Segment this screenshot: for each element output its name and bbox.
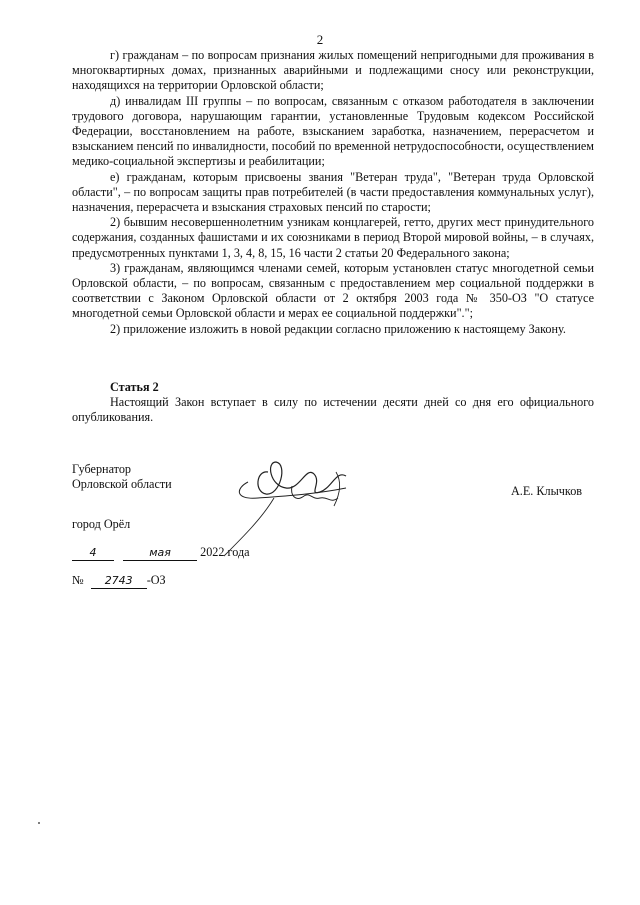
article-text: Настоящий Закон вступает в силу по истечении десяти дней со дня его официального опубликования. [72,395,594,425]
paragraph-g: г) гражданам – по вопросам признания жилых помещений непригодными для проживания в многоквартирных домах, признанных аварийными и подлежащими сносу или реконструкции, находящихся на территории Орловской области; [72,48,594,93]
governor-name: А.Е. Клычков [511,484,583,498]
article-2 [72,380,594,426]
date-year: 2022 года [200,545,250,559]
scan-speck [38,822,40,824]
paragraph-3: 3) гражданам, являющимся членами семей, которым установлен статус многодетной семьи Орловской области, – по вопросам, связанным с предоставлением мер социальной поддержки в соответствии с Законом Орловской области от 2 октября 2003 года № 350-ОЗ "О статусе многодетной семьи Орловской области и мерах ее социальной поддержки"."; [72,260,594,321]
document-body [72,48,594,337]
number-prefix: № [72,573,84,587]
signing-date [72,545,250,561]
governor-title-line1: Губернатор [72,462,132,476]
governor-title-line2: Орловской области [72,477,172,492]
city-name: город Орёл [72,517,131,531]
paragraph-e: е) гражданам, которым присвоены звания "Ветеран труда", "Ветеран труда Орловской области", – по вопросам защиты прав потребителей (в части предоставления коммунальных услуг), назначения, перерасчета и взыскания страховых пенсий по старости; [72,169,594,215]
paragraph-annex: 2) приложение изложить в новой редакции согласно приложению к настоящему Закону. [110,321,566,336]
date-day: 4 [72,545,114,561]
number-suffix: -ОЗ [146,573,166,587]
paragraph-d: д) инвалидам III группы – по вопросам, связанным с отказом работодателя в заключении трудового договора, нарушающим гарантии, установленные Трудовым кодексом Российской Федерации, восстановлением на работе, взысканием заработка, назначением, перерасчетом и взысканием пенсий по инвалидности, пособий по временной нетрудоспособности, осуществлением медико-социальной экспертизы и реабилитации; [72,93,594,169]
date-month: мая [123,545,197,561]
law-number [72,573,166,589]
article-title: Статья 2 [110,380,159,394]
number-value: 2743 [91,573,147,589]
paragraph-2: 2) бывшим несовершеннолетним узникам концлагерей, гетто, других мест принудительного содержания, созданных фашистами и их союзниками в период Второй мировой войны, – в случаях, предусмотренных пунктами 1, 3, 4, 8, 15, 16 части 2 статьи 20 Федерального закона; [72,215,594,260]
governor-title [72,462,172,492]
page-number: 2 [316,32,324,47]
